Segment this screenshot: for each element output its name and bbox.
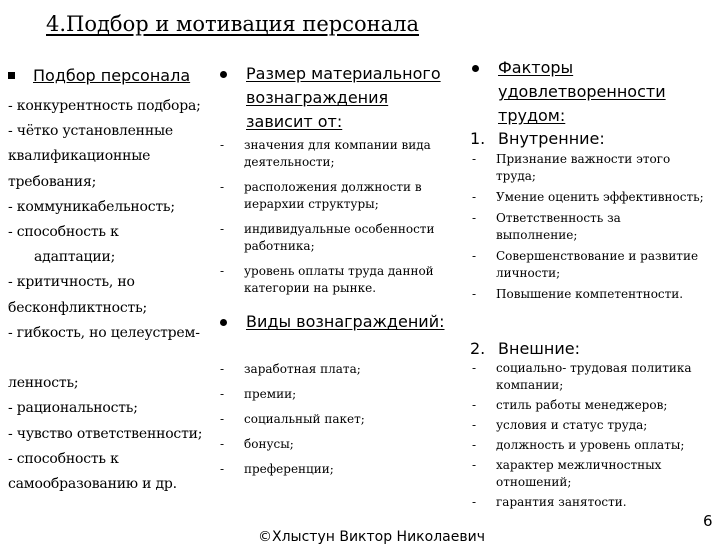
round-bullet-icon xyxy=(472,65,479,72)
list-item: - бонусы; xyxy=(220,437,294,451)
list-item: - социальный пакет; xyxy=(220,412,365,426)
dash-marker: - xyxy=(472,458,477,472)
criteria-line: бесконфликтность; xyxy=(8,299,148,316)
external-factors-list xyxy=(470,360,705,511)
dash-marker: - xyxy=(220,264,225,278)
external-factors-heading: 2. Внешние: xyxy=(470,339,581,358)
dash-marker: - xyxy=(472,211,477,225)
round-bullet-icon xyxy=(220,71,227,78)
criteria-line-blank xyxy=(8,346,220,371)
criteria-line: - критичность, но xyxy=(8,274,135,291)
dash-marker: - xyxy=(472,287,477,301)
criteria-line: - конкурентность подбора; xyxy=(8,98,201,114)
list-item: - стиль работы менеджеров; xyxy=(472,398,668,412)
recruitment-heading-label: Подбор персонала xyxy=(33,66,191,85)
criteria-line: - гибкость, но целеустрем- xyxy=(8,324,200,341)
criteria-line: - рациональность; xyxy=(8,400,138,417)
internal-factors-heading: 1. Внутренние: xyxy=(470,129,605,148)
list-item: - должность и уровень оплаты; xyxy=(472,438,685,452)
criteria-line: квалификационные xyxy=(8,148,151,165)
criteria-line: ленность; xyxy=(8,375,79,392)
criteria-line: - способность к xyxy=(8,224,119,241)
list-item: - Умение оценить эффективность; xyxy=(472,190,704,204)
list-item: - характер межличностных отношений; xyxy=(472,458,662,489)
dash-marker: - xyxy=(472,438,477,452)
dash-marker: - xyxy=(472,398,477,412)
square-bullet-icon xyxy=(8,72,15,79)
dash-marker: - xyxy=(472,190,477,204)
satisfaction-heading-label: Факторы удовлетворенности трудом: xyxy=(498,58,666,125)
list-item: - Повышение компетентности. xyxy=(472,287,684,301)
recruitment-criteria-list xyxy=(8,94,220,497)
recruitment-heading xyxy=(8,63,218,91)
list-item: - Признание важности этого труда; xyxy=(472,152,671,183)
remuneration-factors-heading-label: Размер материального вознаграждения зависит от: xyxy=(246,64,441,131)
satisfaction-heading xyxy=(470,56,710,128)
list-item: - гарантия занятости. xyxy=(472,495,627,509)
remuneration-types-heading-label: Виды вознаграждений: xyxy=(246,312,445,331)
dash-marker: - xyxy=(220,462,225,476)
dash-marker: - xyxy=(472,152,477,166)
criteria-line: - чётко установленные xyxy=(8,123,173,140)
remuneration-types-list xyxy=(218,361,448,478)
list-item: - социально- трудовая политика компании; xyxy=(472,361,692,392)
remuneration-factors-list xyxy=(218,137,448,297)
internal-factors-list xyxy=(470,151,705,303)
criteria-line: самообразованию и др. xyxy=(8,476,177,493)
dash-marker: - xyxy=(220,362,225,376)
round-bullet-icon xyxy=(220,319,227,326)
criteria-line: - коммуникабельность; xyxy=(8,198,175,215)
dash-marker: - xyxy=(472,249,477,263)
dash-marker: - xyxy=(220,138,225,152)
list-item: - условия и статус труда; xyxy=(472,418,648,432)
dash-marker: - xyxy=(472,495,477,509)
list-item: - расположения должности в иерархии структуры; xyxy=(220,180,422,211)
list-item: - уровень оплаты труда данной категории на рынке. xyxy=(220,264,434,295)
list-item: - Ответственность за выполнение; xyxy=(472,211,621,242)
list-item: - индивидуальные особенности работника; xyxy=(220,222,435,253)
list-item: - Совершенствование и развитие личности; xyxy=(472,249,699,280)
dash-marker: - xyxy=(220,222,225,236)
dash-marker: - xyxy=(472,361,477,375)
list-item: - преференции; xyxy=(220,462,334,476)
dash-marker: - xyxy=(220,412,225,426)
list-item: - значения для компании вида деятельности; xyxy=(220,138,431,169)
criteria-line: требования; xyxy=(8,173,97,190)
dash-marker: - xyxy=(220,437,225,451)
slide-title: 4.Подбор и мотивация персонала xyxy=(46,12,420,36)
list-item: - заработная плата; xyxy=(220,362,361,376)
criteria-line: адаптации; xyxy=(34,249,116,266)
remuneration-types-heading xyxy=(218,310,458,358)
dash-marker: - xyxy=(220,180,225,194)
list-item: - премии; xyxy=(220,387,297,401)
criteria-line: - способность к xyxy=(8,450,119,467)
dash-marker: - xyxy=(472,418,477,432)
criteria-line: - чувство ответственности; xyxy=(8,425,203,442)
dash-marker: - xyxy=(220,387,225,401)
page-number: 6 xyxy=(703,512,713,530)
author-footer: ©Хлыстун Виктор Николаевич xyxy=(258,529,485,545)
remuneration-factors-heading xyxy=(218,62,458,134)
